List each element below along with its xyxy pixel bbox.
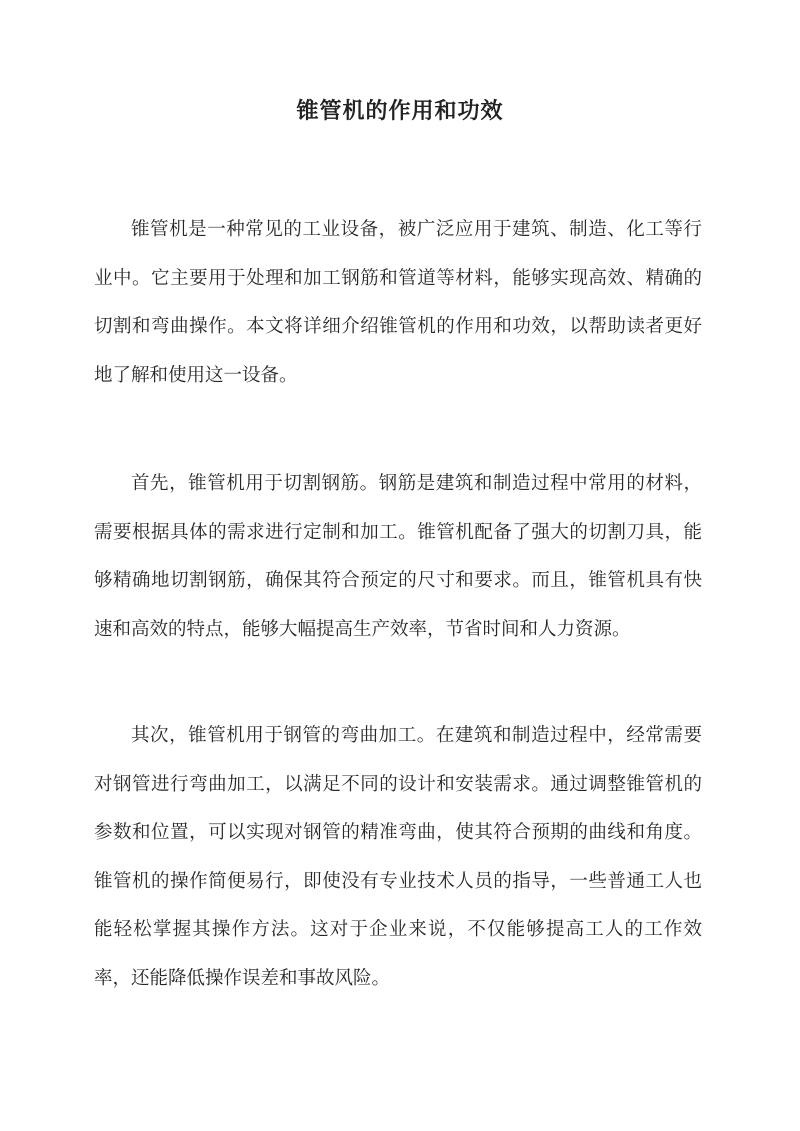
paragraph-bending: 其次，锥管机用于钢管的弯曲加工。在建筑和制造过程中，经常需要对钢管进行弯曲加工，以满足不同的设计和安装需求。通过调整锥管机的参数和位置，可以实现对钢管的精准弯曲，使其符合预期的曲线和角度。锥管机的操作简便易行，即使没有专业技术人员的指导，一些普通工人也能轻松掌握其操作方法。这对于企业来说，不仅能够提高工人的工作效率，还能降低操作误差和事故风险。 — [94, 725, 702, 989]
paragraph-cutting: 首先，锥管机用于切割钢筋。钢筋是建筑和制造过程中常用的材料，需要根据具体的需求进行定制和加工。锥管机配备了强大的切割刀具，能够精确地切割钢筋，确保其符合预定的尺寸和要求。而且，锥管机具有快速和高效的特点，能够大幅提高生产效率，节省时间和人力资源。 — [94, 473, 702, 640]
document-title: 锥管机的作用和功效 — [296, 98, 504, 124]
paragraph-intro: 锥管机是一种常见的工业设备，被广泛应用于建筑、制造、化工等行业中。它主要用于处理和加工钢筋和管道等材料，能够实现高效、精确的切割和弯曲操作。本文将详细介绍锥管机的作用和功效，以帮助读者更好地了解和使用这一设备。 — [94, 219, 702, 386]
